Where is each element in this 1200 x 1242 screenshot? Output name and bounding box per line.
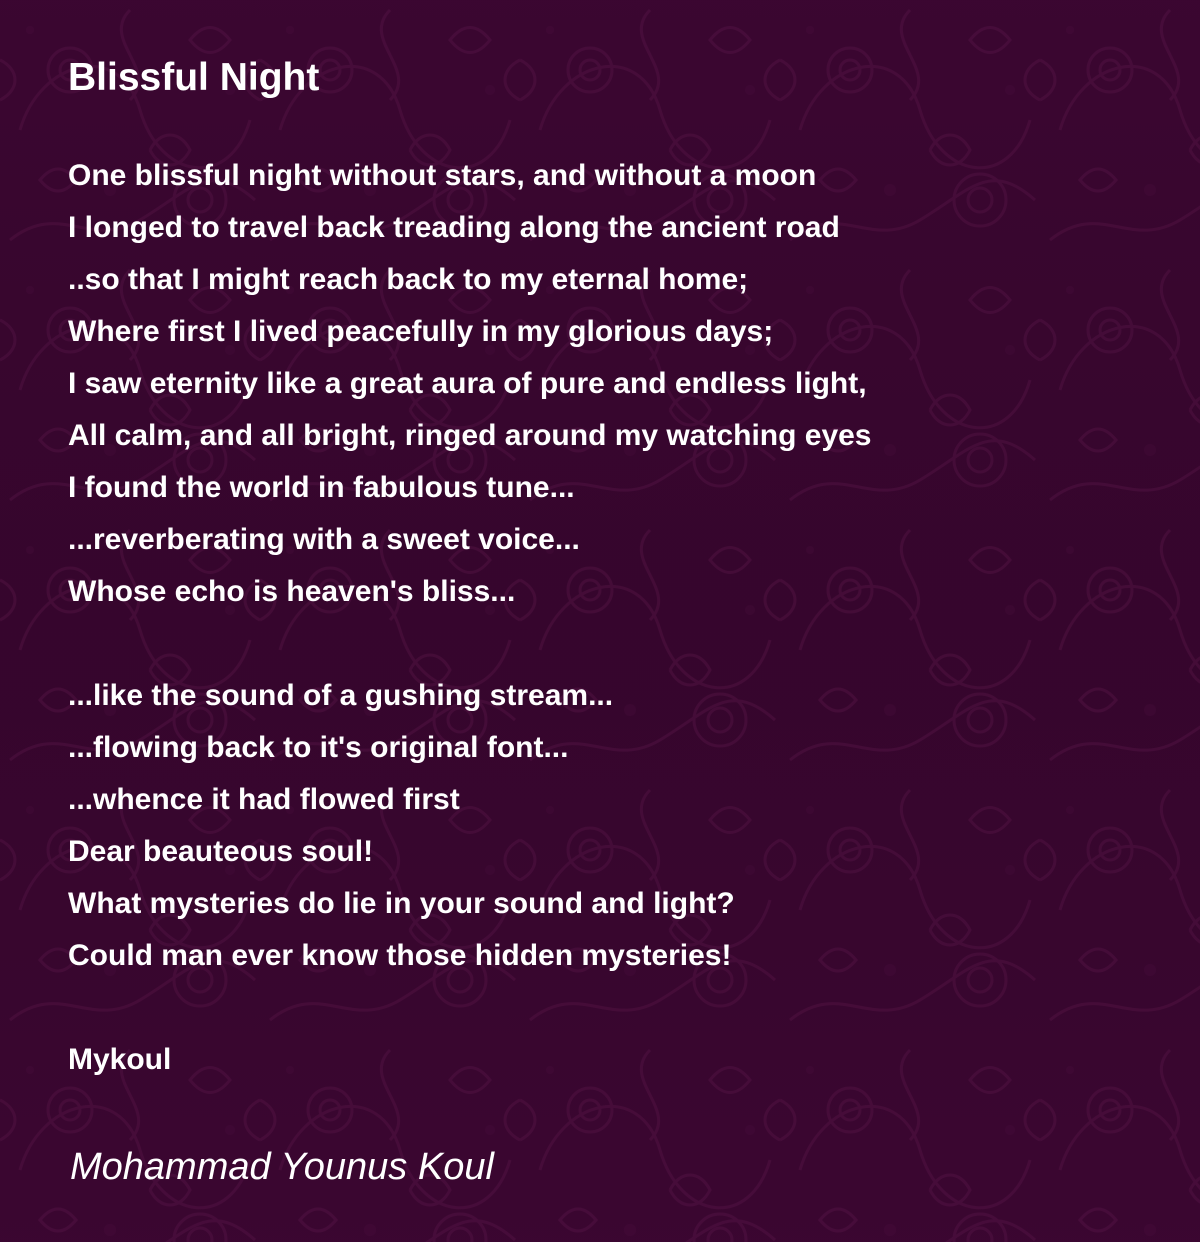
poem-line: Could man ever know those hidden mysteries! (68, 939, 732, 972)
stanza-2 (68, 670, 735, 982)
poem-line: ...flowing back to it's original font... (68, 731, 569, 764)
poem-signature: Mykoul (68, 1043, 172, 1076)
poem-line: I saw eternity like a great aura of pure and endless light, (68, 367, 867, 400)
stanza-1 (68, 150, 872, 618)
poem-line: One blissful night without stars, and without a moon (68, 159, 817, 192)
poem-line: Dear beauteous soul! (68, 835, 374, 868)
poem-line: Where first I lived peacefully in my glorious days; (68, 315, 774, 348)
poem-line: ...whence it had flowed first (68, 783, 460, 816)
poem-line: All calm, and all bright, ringed around my watching eyes (68, 419, 872, 452)
poem-title: Blissful Night (68, 56, 320, 99)
poem-line: ...reverberating with a sweet voice... (68, 523, 580, 556)
poem-line: ...like the sound of a gushing stream... (68, 679, 614, 712)
poem-line: What mysteries do lie in your sound and light? (68, 887, 735, 920)
poem-line: I found the world in fabulous tune... (68, 471, 575, 504)
poem-line: ..so that I might reach back to my eternal home; (68, 263, 749, 296)
poem-author: Mohammad Younus Koul (70, 1146, 494, 1188)
poem-line: Whose echo is heaven's bliss... (68, 575, 516, 608)
poem-line: I longed to travel back treading along the ancient road (68, 211, 840, 244)
